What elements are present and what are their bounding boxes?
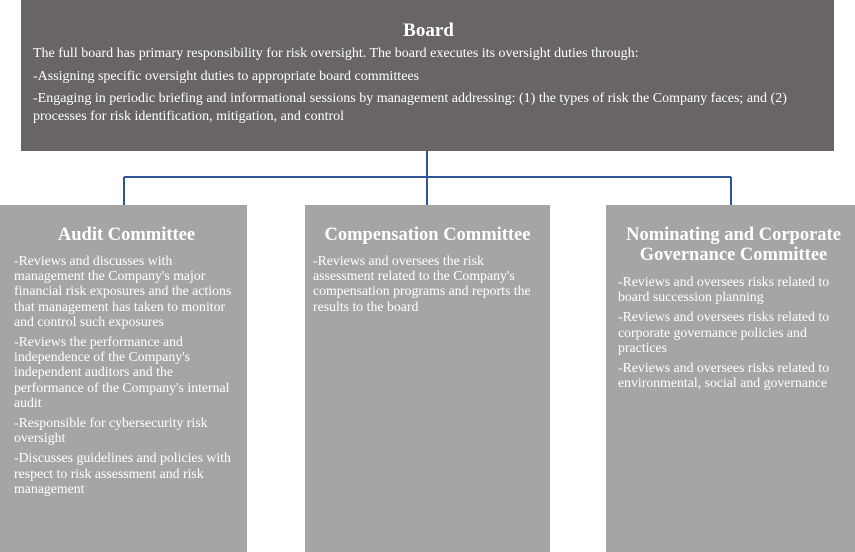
list-item: -Discusses guidelines and policies with respect to risk assessment and risk management (14, 450, 231, 496)
board-intro: The full board has primary responsibility for risk oversight. The board executes its oversight duties through: (33, 46, 639, 61)
board-title: Board (403, 20, 454, 41)
compensation-committee-list (313, 253, 542, 314)
list-item: -Reviews and oversees the risk assessment related to the Company's compensation programs and reports the results to the board (313, 253, 531, 314)
nominating-committee-list (618, 274, 849, 390)
list-item: -Reviews and oversees risks related to board succession planning (618, 274, 830, 305)
audit-committee-box (0, 205, 247, 552)
list-item: -Reviews the performance and independence of the Company's independent auditors and the performance of the Company's internal audit (14, 334, 230, 410)
nominating-committee-box (606, 205, 855, 552)
list-item: -Reviews and oversees risks related to corporate governance policies and practices (618, 309, 830, 355)
board-duty: -Assigning specific oversight duties to appropriate board committees (33, 68, 420, 84)
list-item: -Responsible for cybersecurity risk oversight (14, 415, 208, 446)
compensation-committee-box (305, 205, 550, 552)
board-box (21, 0, 834, 151)
audit-committee-title: Audit Committee (57, 225, 196, 245)
board-duty: -Engaging in periodic briefing and informational sessions by management addressing: (1) the types of risk the Company faces; and (2) processes for risk identification, mitigation, and control (33, 91, 787, 124)
audit-committee-list (14, 253, 239, 496)
compensation-committee-title: Compensation Committee (324, 225, 531, 245)
list-item: -Reviews and oversees risks related to environmental, social and governance (618, 360, 830, 391)
list-item: -Reviews and discusses with management the Company's major financial risk exposures and the actions that management has taken to monitor and control such exposures (14, 253, 232, 329)
nominating-committee-title: Nominating and Corporate Governance Committee (626, 225, 841, 265)
